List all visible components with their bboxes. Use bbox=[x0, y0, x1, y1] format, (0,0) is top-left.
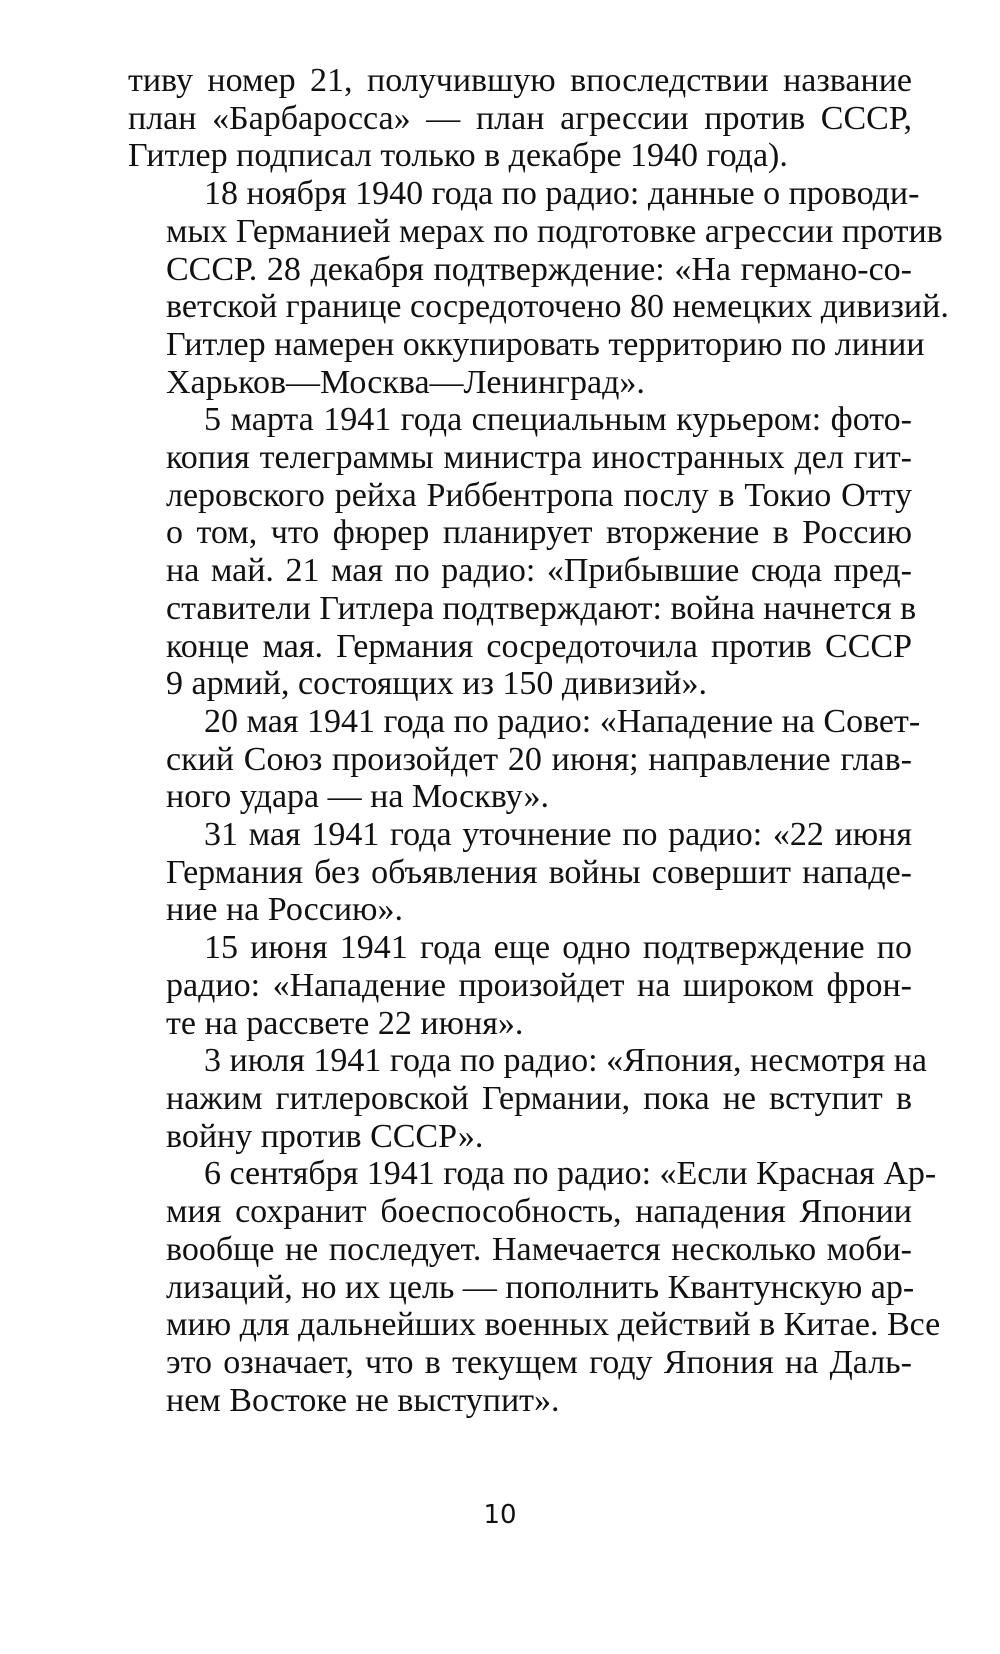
text-line: конце мая. Германия сосредоточила против СССР bbox=[166, 627, 912, 665]
text-line: 18 ноября 1940 года по радио: данные о проводи- bbox=[204, 175, 920, 213]
text-line: леровского рейха Риббентропа послу в Токио Отту bbox=[166, 476, 912, 514]
text-line: 20 мая 1941 года по радио: «Нападение на Совет- bbox=[204, 702, 921, 740]
text-line: копия телеграммы министра иностранных дел гит- bbox=[166, 439, 912, 477]
text-line: нем Востоке не выступит». bbox=[166, 1381, 560, 1419]
text-line: тиву номер 21, получившую впоследствии название bbox=[128, 62, 912, 99]
text-line: план «Барбаросса» — план агрессии против СССР, bbox=[128, 99, 912, 137]
text-line: ние на Россию». bbox=[166, 891, 403, 929]
text-line: 15 июня 1941 года еще одно подтверждение по bbox=[204, 929, 912, 967]
paragraph-p8 bbox=[128, 1155, 941, 1419]
text-line: ного удара — на Москву». bbox=[166, 778, 549, 816]
text-line: 6 сентября 1941 года по радио: «Если Красная Ар- bbox=[204, 1155, 937, 1193]
page-body bbox=[128, 62, 949, 1419]
text-line: ставители Гитлера подтверждают: война начнется в bbox=[166, 589, 917, 627]
text-line: те на рассвете 22 июня». bbox=[166, 1004, 524, 1042]
text-line: мия сохранит боеспособность, нападения Японии bbox=[166, 1193, 912, 1231]
text-line: мых Германией мерах по подготовке агрессии против bbox=[166, 212, 943, 250]
paragraph-p3 bbox=[128, 401, 917, 703]
text-line: мию для дальнейших военных действий в Китае. Все bbox=[166, 1306, 941, 1344]
text-line: вообще не последует. Намечается несколько моби- bbox=[166, 1230, 912, 1268]
text-line: Гитлер подписал только в декабре 1940 года). bbox=[128, 137, 788, 175]
paragraph-p4 bbox=[128, 702, 921, 816]
text-line: Гитлер намерен оккупировать территорию по линии bbox=[166, 325, 925, 363]
page-number: 10 bbox=[483, 1500, 517, 1530]
text-line: 5 марта 1941 года специальным курьером: фото- bbox=[204, 401, 912, 439]
paragraph-p1 bbox=[128, 62, 912, 175]
text-line: радио: «Нападение произойдет на широком фрон- bbox=[166, 966, 912, 1004]
text-line: о том, что фюрер планирует вторжение в Россию bbox=[166, 514, 912, 552]
text-line: 3 июля 1941 года по радио: «Япония, несмотря на bbox=[204, 1042, 927, 1080]
text-line: Германия без объявления войны совершит нападе- bbox=[166, 853, 912, 891]
text-line: ветской границе сосредоточено 80 немецких дивизий. bbox=[166, 288, 949, 326]
paragraph-p7 bbox=[128, 1042, 927, 1155]
text-line: на май. 21 мая по радио: «Прибывшие сюда пред- bbox=[166, 552, 912, 590]
paragraph-p5 bbox=[128, 816, 912, 929]
text-line: ский Союз произойдет 20 июня; направление глав- bbox=[166, 740, 912, 778]
text-line: Харьков—Москва—Ленинград». bbox=[166, 363, 645, 401]
text-line: это означает, что в текущем году Япония на Даль- bbox=[166, 1343, 912, 1381]
text-line: СССР. 28 декабря подтверждение: «На германо-со- bbox=[166, 250, 912, 288]
paragraph-p6 bbox=[128, 929, 912, 1042]
text-line: нажим гитлеровской Германии, пока не вступит в bbox=[166, 1079, 912, 1117]
paragraph-p2 bbox=[128, 175, 949, 401]
text-line: войну против СССР». bbox=[166, 1117, 484, 1155]
text-line: лизаций, но их цель — пополнить Квантунскую ар- bbox=[166, 1268, 915, 1306]
text-line: 31 мая 1941 года уточнение по радио: «22 июня bbox=[204, 816, 912, 854]
text-line: 9 армий, состоящих из 150 дивизий». bbox=[166, 665, 707, 703]
